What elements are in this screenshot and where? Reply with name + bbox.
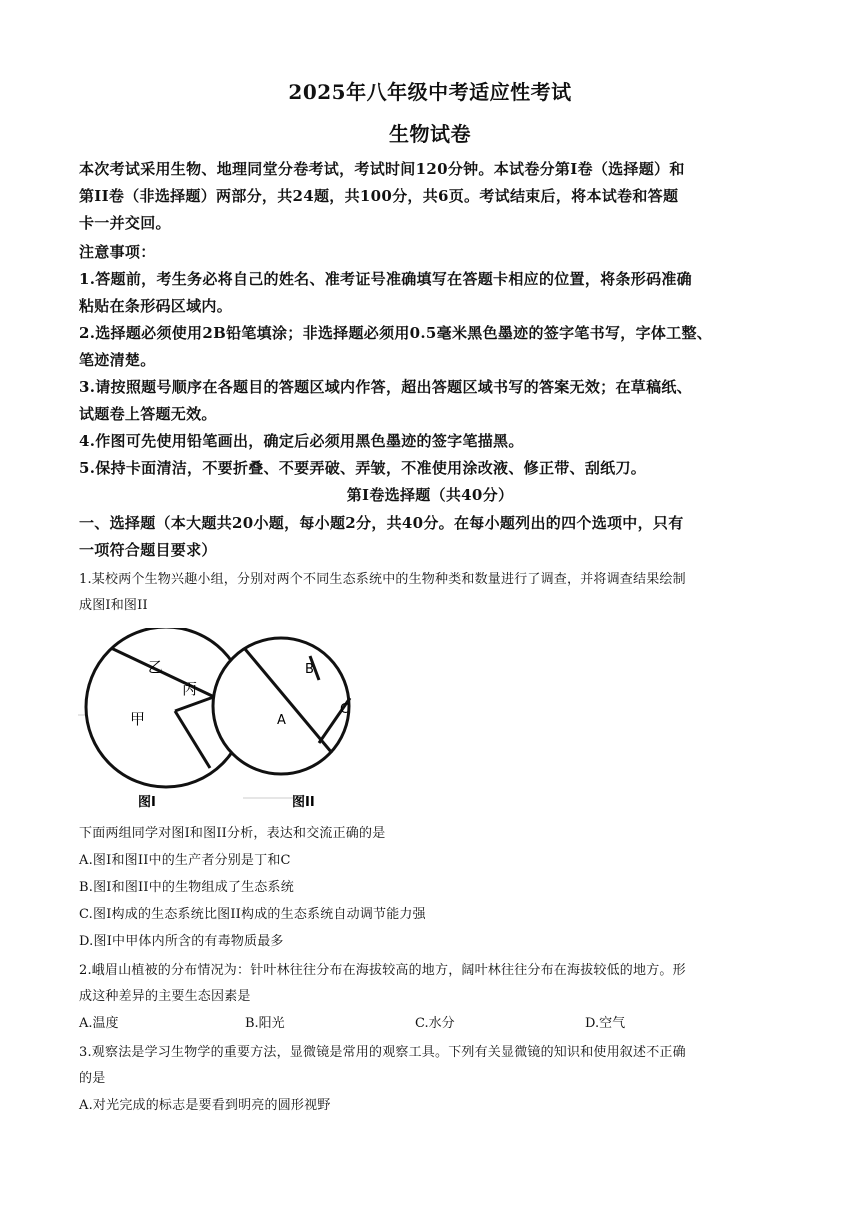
intro-line: 本次考试采用生物、地理同堂分卷考试，考试时间120分钟。本试卷分第I卷（选择题）和 — [79, 160, 685, 178]
figure-1-caption: 图I — [138, 795, 156, 810]
q2-option-c: C.水分 — [415, 1016, 455, 1031]
q1-figure — [78, 628, 398, 818]
q3-stem: 的是 — [79, 1071, 106, 1086]
exam-title: 2025年八年级中考适应性考试 — [288, 80, 572, 104]
note-line: 3.请按照题号顺序在各题目的答题区域内作答，超出答题区域书写的答案无效；在草稿纸、 — [79, 378, 692, 396]
note-line: 试题卷上答题无效。 — [79, 405, 217, 423]
note-line: 5.保持卡面清洁，不要折叠、不要弄破、弄皱，不准使用涂改液、修正带、刮纸刀。 — [79, 459, 647, 477]
q1-stem: 成图I和图II — [79, 598, 148, 613]
note-line: 粘贴在条形码区域内。 — [79, 297, 233, 315]
note-line: 2.选择题必须使用2B铅笔填涂；非选择题必须用0.5毫米黑色墨迹的签字笔书写，字体工整、 — [79, 324, 713, 342]
part-heading: 一项符合题目要求） — [79, 541, 217, 559]
q1-option-b: B.图I和图II中的生物组成了生态系统 — [79, 880, 294, 895]
pie2-label-a: A — [277, 713, 286, 728]
q1-option-c: C.图I构成的生态系统比图II构成的生态系统自动调节能力强 — [79, 907, 426, 922]
q2-option-b: B.阳光 — [245, 1016, 285, 1031]
pie1-label-bing: 丙 — [182, 680, 198, 698]
intro-line: 第II卷（非选择题）两部分，共24题，共100分，共6页。考试结束后，将本试卷和答题 — [79, 187, 679, 205]
q2-stem: 2.峨眉山植被的分布情况为：针叶林往往分布在海拔较高的地方，阔叶林往往分布在海拔较低的地方。形 — [79, 963, 686, 978]
note-line: 1.答题前，考生务必将自己的姓名、准考证号准确填写在答题卡相应的位置，将条形码准确 — [79, 270, 692, 288]
note-line: 笔迹清楚。 — [79, 351, 156, 369]
q1-prompt: 下面两组同学对图I和图II分析，表达和交流正确的是 — [79, 826, 386, 841]
part-heading: 一、选择题（本大题共20小题，每小题2分，共40分。在每小题列出的四个选项中，只有 — [79, 514, 684, 532]
q3-option-a: A.对光完成的标志是要看到明亮的圆形视野 — [79, 1098, 331, 1113]
q3-stem: 3.观察法是学习生物学的重要方法，显微镜是常用的观察工具。下列有关显微镜的知识和使用叙述不正确 — [79, 1045, 686, 1060]
pie1-label-jia: 甲 — [130, 710, 146, 728]
figure-2-caption: 图II — [292, 795, 315, 810]
pie2-label-b: B — [305, 662, 314, 677]
notes-heading: 注意事项： — [79, 243, 156, 261]
pie-chart-2 — [213, 638, 350, 774]
q2-option-a: A.温度 — [79, 1016, 119, 1031]
exam-subtitle: 生物试卷 — [389, 122, 471, 146]
q2-option-d: D.空气 — [585, 1016, 626, 1031]
pie2-label-c: C — [340, 702, 350, 717]
q1-option-a: A.图I和图II中的生产者分别是丁和C — [79, 853, 291, 868]
intro-line: 卡一并交回。 — [79, 214, 171, 232]
note-line: 4.作图可先使用铅笔画出，确定后必须用黑色墨迹的签字笔描黑。 — [79, 432, 524, 450]
q2-stem: 成这种差异的主要生态因素是 — [79, 989, 251, 1004]
pie1-label-yi: 乙 — [148, 658, 164, 676]
q1-option-d: D.图I中甲体内所含的有毒物质最多 — [79, 934, 284, 949]
section-title: 第I卷选择题（共40分） — [346, 486, 514, 504]
q1-stem: 1.某校两个生物兴趣小组，分别对两个不同生态系统中的生物种类和数量进行了调查，并将调查结果绘制 — [79, 572, 686, 587]
